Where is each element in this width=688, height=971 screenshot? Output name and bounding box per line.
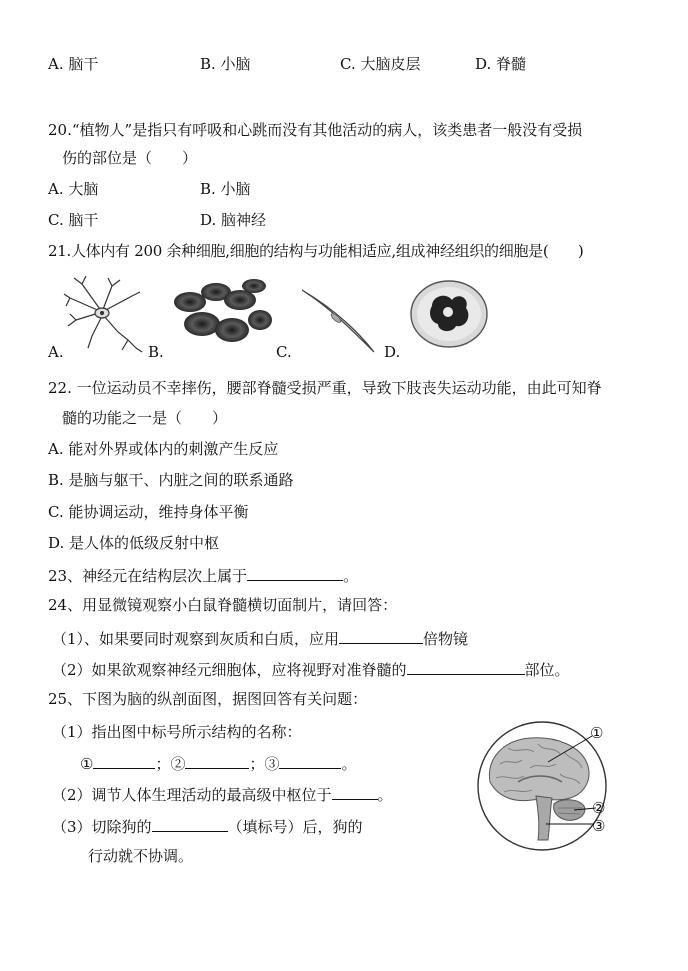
brain-callout-3: ③ xyxy=(592,817,606,835)
q24-sub1-blank[interactable] xyxy=(339,627,423,644)
q20-option-d: D. 脑神经 xyxy=(200,211,267,229)
q23-answer-blank[interactable] xyxy=(247,564,343,581)
q19-option-b: B. 小脑 xyxy=(200,55,251,73)
q20-stem-line2: 伤的部位是（ ） xyxy=(62,149,198,167)
q19-option-c: C. 大脑皮层 xyxy=(340,55,421,73)
q21-figure-label-a: A. xyxy=(48,343,64,361)
q24-sub1: （1）、如果要同时观察到灰质和白质，应用 倍物镜 xyxy=(52,627,468,649)
brain-callout-2: ② xyxy=(592,799,606,817)
q23-stem: 23、神经元在结构层次上属于 。 xyxy=(48,564,358,586)
q22-option-c: C. 能协调运动，维持身体平衡 xyxy=(48,503,249,521)
q19-option-d: D. 脊髓 xyxy=(475,55,527,73)
q20-option-b: B. 小脑 xyxy=(200,180,251,198)
q22-stem-line2: 髓的功能之一是（ ） xyxy=(62,409,228,427)
q25-stem: 25、下图为脑的纵剖面图，据图回答有关问题： xyxy=(48,690,368,708)
q19-option-a: A. 脑干 xyxy=(48,55,99,73)
q25-blank-2[interactable] xyxy=(185,752,249,769)
q25-sub3-cont: 行动就不协调。 xyxy=(88,847,194,865)
muscle-cell-image xyxy=(300,288,376,354)
q21-figure-label-d: D. xyxy=(384,343,401,361)
q25-sub3: （3）切除狗的 （填标号）后，狗的 xyxy=(52,815,363,837)
q25-sub3-blank[interactable] xyxy=(152,815,228,832)
q22-option-a: A. 能对外界或体内的刺激产生反应 xyxy=(48,440,279,458)
q20-stem-line1: 20.“植物人”是指只有呼吸和心跳而没有其他活动的病人，该类患者一般没有受损 xyxy=(48,121,583,139)
q22-option-d: D. 是人体的低级反射中枢 xyxy=(48,534,220,552)
q20-option-c: C. 脑干 xyxy=(48,211,99,229)
q25-sub1-blanks: ① ；② ；③ 。 xyxy=(80,752,357,774)
q21-figure-label-b: B. xyxy=(148,343,164,361)
brain-callout-1: ① xyxy=(590,724,604,742)
q25-blank-3[interactable] xyxy=(279,752,341,769)
q25-sub1: （1）指出图中标号所示结构的名称： xyxy=(52,723,302,741)
q25-sub2: （2）调节人体生理活动的最高级中枢位于 。 xyxy=(52,783,393,805)
white-blood-cell-image xyxy=(408,278,490,350)
q22-stem-line1: 22. 一位运动员不幸摔伤，腰部脊髓受损严重，导致下肢丧失运动功能，由此可知脊 xyxy=(48,379,602,397)
red-blood-cells-image xyxy=(168,278,274,350)
q21-figure-label-c: C. xyxy=(276,343,292,361)
q24-sub2-blank[interactable] xyxy=(407,658,525,675)
q24-stem: 24、用显微镜观察小白鼠脊髓横切面制片，请回答： xyxy=(48,596,398,614)
q22-option-b: B. 是脑与躯干、内脏之间的联系通路 xyxy=(48,471,294,489)
q20-option-a: A. 大脑 xyxy=(48,180,99,198)
q25-sub2-blank[interactable] xyxy=(332,783,378,800)
q24-sub2: （2）如果欲观察神经元细胞体，应将视野对准脊髓的 部位。 xyxy=(52,658,570,680)
neuron-image xyxy=(62,276,144,354)
q25-blank-1[interactable] xyxy=(93,752,155,769)
q21-stem: 21.人体内有 200 余种细胞,细胞的结构与功能相适应,组成神经组织的细胞是( ) xyxy=(48,242,584,260)
